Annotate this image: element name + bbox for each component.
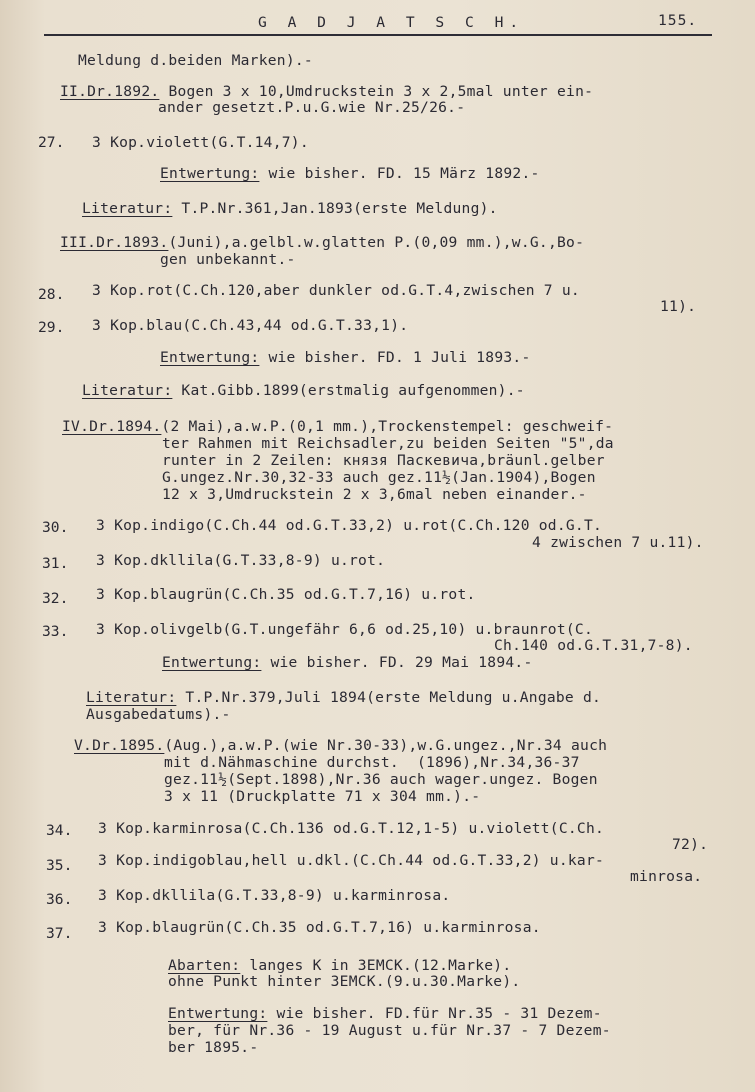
text-line: ber, für Nr.36 - 19 August u.für Nr.37 - 7 Dezem- (168, 1022, 611, 1039)
text-line: 12 x 3,Umdruckstein 2 x 3,6mal neben einander.- (162, 486, 587, 503)
text-line: mit d.Nähmaschine durchst. (1896),Nr.34,36-37 (164, 754, 580, 771)
item-number: 35. (46, 857, 73, 874)
item-text: 3 Kop.indigoblau,hell u.dkl.(C.Ch.44 od.G.T.33,2) u.kar- (98, 852, 605, 869)
page-header-title: G A D J A T S C H. (258, 14, 525, 31)
cancellation-line: Entwertung: wie bisher. FD. 1 Juli 1893.- (160, 349, 531, 366)
print-heading: V.Dr.1895.(Aug.),a.w.P.(wie Nr.30-33),w.G.ungez.,Nr.34 auch (74, 737, 608, 754)
print-heading: III.Dr.1893.(Juni),a.gelbl.w.glatten P.(0,09 mm.),w.G.,Bo- (60, 234, 585, 251)
item-text: 3 Kop.olivgelb(G.T.ungefähr 6,6 od.25,10) u.braunrot(C. (96, 621, 593, 638)
item-text: 3 Kop.karminrosa(C.Ch.136 od.G.T.12,1-5) u.violett(C.Ch. (98, 820, 605, 837)
item-number: 32. (42, 590, 69, 607)
item-text-cont: 4 zwischen 7 u.11). (532, 534, 704, 551)
literature-line: Literatur: T.P.Nr.361,Jan.1893(erste Meldung). (82, 200, 498, 217)
item-text-cont: 11). (660, 298, 697, 315)
text-line: runter in 2 Zeilen: князя Паскевича,bräunl.gelber (162, 452, 605, 469)
cancellation-line: Entwertung: wie bisher. FD. 29 Mai 1894.- (162, 654, 533, 671)
item-number: 33. (42, 623, 69, 640)
literature-line: Literatur: Kat.Gibb.1899(erstmalig aufgenommen).- (82, 382, 525, 399)
item-text: 3 Kop.violett(G.T.14,7). (92, 134, 309, 151)
print-heading: II.Dr.1892. Bogen 3 x 10,Umdruckstein 3 x 2,5mal unter ein- (60, 83, 594, 100)
item-text: 3 Kop.rot(C.Ch.120,aber dunkler od.G.T.4,zwischen 7 u. (92, 282, 580, 299)
literature-line: Literatur: T.P.Nr.379,Juli 1894(erste Meldung u.Angabe d. (86, 689, 602, 706)
text-line: Ausgabedatums).- (86, 706, 231, 723)
item-text-cont: minrosa. (630, 868, 703, 885)
text-line: gen unbekannt.- (160, 251, 296, 268)
item-text: 3 Kop.blaugrün(C.Ch.35 od.G.T.7,16) u.karminrosa. (98, 919, 541, 936)
item-text: 3 Kop.indigo(C.Ch.44 od.G.T.33,2) u.rot(C.Ch.120 od.G.T. (96, 517, 603, 534)
text-line: G.ungez.Nr.30,32-33 auch gez.11½(Jan.1904),Bogen (162, 469, 596, 486)
print-heading: IV.Dr.1894.(2 Mai),a.w.P.(0,1 mm.),Trockenstempel: geschweif- (62, 418, 614, 435)
item-number: 29. (38, 319, 65, 336)
item-text: 3 Kop.blaugrün(C.Ch.35 od.G.T.7,16) u.rot. (96, 586, 476, 603)
item-number: 27. (38, 134, 65, 151)
item-number: 34. (46, 822, 73, 839)
cancellation-line: Entwertung: wie bisher. FD. 15 März 1892.- (160, 165, 540, 182)
item-number: 28. (38, 286, 65, 303)
item-text: 3 Kop.dkllila(G.T.33,8-9) u.karminrosa. (98, 887, 451, 904)
text-line: ander gesetzt.P.u.G.wie Nr.25/26.- (158, 99, 466, 116)
item-text: 3 Kop.blau(C.Ch.43,44 od.G.T.33,1). (92, 317, 409, 334)
text-line: ter Rahmen mit Reichsadler,zu beiden Seiten "5",da (162, 435, 614, 452)
item-number: 36. (46, 891, 73, 908)
text-line: 3 x 11 (Druckplatte 71 x 304 mm.).- (164, 788, 481, 805)
text-line: gez.11½(Sept.1898),Nr.36 auch wager.ungez. Bogen (164, 771, 598, 788)
page-number: 155. (658, 12, 698, 29)
item-text: 3 Kop.dkllila(G.T.33,8-9) u.rot. (96, 552, 386, 569)
cancellation-line: Entwertung: wie bisher. FD.für Nr.35 - 31 Dezem- (168, 1005, 602, 1022)
item-number: 31. (42, 555, 69, 572)
item-text-cont: 72). (672, 836, 709, 853)
text-line: Meldung d.beiden Marken).- (78, 52, 313, 69)
item-number: 37. (46, 925, 73, 942)
item-number: 30. (42, 519, 69, 536)
header-rule (44, 34, 712, 36)
text-line: ohne Punkt hinter ЗЕМСК.(9.u.30.Marke). (168, 973, 521, 990)
item-text-cont: Ch.140 od.G.T.31,7-8). (494, 637, 693, 654)
varieties-line: Abarten: langes K in ЗЕМСК.(12.Marke). (168, 957, 512, 974)
text-line: ber 1895.- (168, 1039, 259, 1056)
